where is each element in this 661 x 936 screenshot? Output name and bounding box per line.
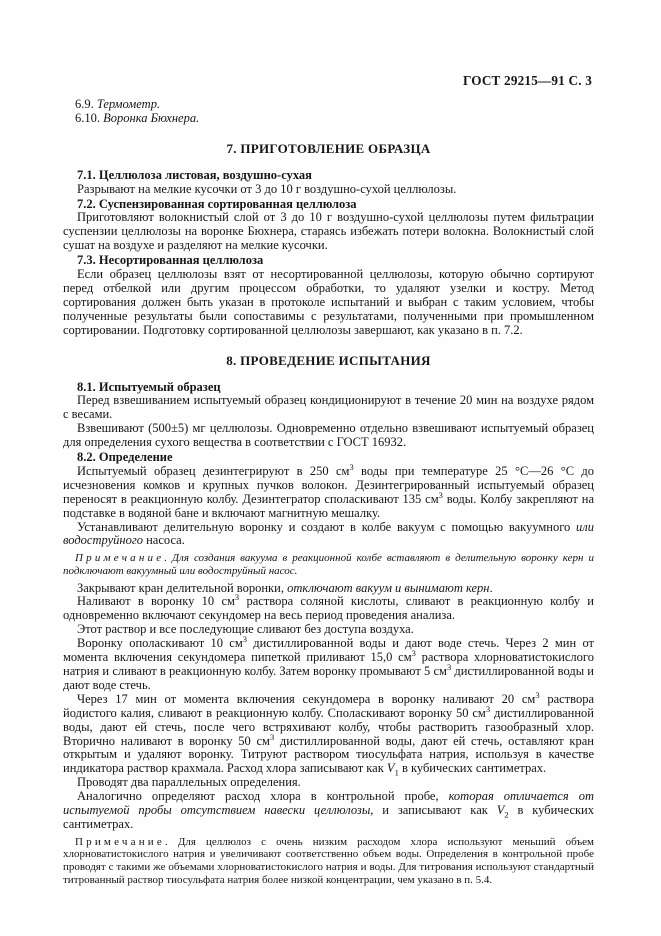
equipment-list-item	[63, 98, 594, 112]
paragraph	[63, 211, 594, 253]
document-content	[63, 73, 594, 890]
paragraph	[63, 268, 594, 338]
text-run: .	[489, 580, 493, 595]
text-run: раствора хлорноватистокислого натрия и сливают в реакционную колбу. Затем воронку промывают 5 см	[63, 650, 594, 678]
text-run: Если образец целлюлозы взят от несортированной целлюлозы, которую обычно сортируют перед отбелкой или другим процессом обработки, то удаляют узелки и костру. Метод сортирования должен быть указан в протоколе испытаний и выбран с таким условием, чтобы полученные результаты были сопоставимы с результатами, полученными при промышленном сортировании. Подготовку сортированной целлюлозы завершают, как указано в п. 7.2.	[63, 267, 594, 337]
text-run: насоса.	[142, 533, 185, 548]
subsection-heading	[63, 169, 594, 183]
paragraph	[63, 394, 594, 422]
text-run: 7.2. Суспензированная сортированная целлюлоза	[77, 196, 357, 211]
text-run: дистиллированной воды и дают воде стечь. Через 2 мин от момента включения секундомера пипеткой приливают 15,0 см	[63, 636, 594, 665]
text-run: Аналогично определяют расход хлора в контрольной пробе,	[77, 789, 449, 804]
text-run: . Для целлюлоз с очень низким расходом хлора используют меньший объем хлорноватистокислого натрия и увеличивают соответственно объем воды. Определения в контрольной пробе проводят с такими же объемами хлорноватистокислого натрия и воды. Для титрования используют стандартный титрованный раствор тиосульфата натрия более низкой концентрации, чем указано в п. 5.4.	[63, 835, 594, 886]
paragraph	[63, 790, 594, 832]
paragraph	[63, 776, 594, 790]
text-run: Закрывают кран делительной воронки,	[77, 580, 288, 595]
subsection-heading	[63, 198, 594, 212]
text-run: Испытуемый образец дезинтегрируют в 250 см	[77, 463, 350, 478]
paragraph	[63, 521, 594, 549]
text-run: Через 17 мин от момента включения секундомера в воронку наливают 20 см	[77, 691, 536, 706]
text-run: Проводят два параллельных определения.	[77, 775, 301, 790]
text-run: 2	[504, 809, 509, 820]
text-run: 3	[269, 731, 275, 742]
text-run: 3	[242, 634, 247, 645]
subsection-heading	[63, 451, 594, 465]
paragraph	[63, 689, 594, 778]
text-run: Перед взвешиванием испытуемый образец кондиционируют в течение 20 мин на воздухе рядом с весами.	[63, 393, 594, 422]
text-run: 7. ПРИГОТОВЛЕНИЕ ОБРАЗЦА	[226, 140, 431, 156]
text-run: Воронку ополаскивают 10 см	[77, 636, 243, 651]
text-run: раствора йодистого калия, сливают в реакционную колбу. Споласкивают воронку 50 см	[63, 691, 594, 720]
text-run: Этот раствор и все последующие сливают без доступа воздуха.	[77, 622, 414, 637]
subsection-heading	[63, 381, 594, 395]
text-run: 8.1. Испытуемый образец	[77, 379, 221, 394]
text-run: воды при температуре 25 °С—26 °С до исчезновения комков и крупных пучков волокон. Дезинтегрированный испытуемый образец переносят в реакционную колбу. Дезинтегратор споласкивают 135 см	[63, 463, 594, 506]
text-run: 3	[234, 592, 240, 603]
text-run: в кубических сантиметрах.	[63, 803, 594, 831]
text-run: Примечание	[75, 835, 165, 848]
text-run: Разрывают на мелкие кусочки от 3 до 10 г воздушно-сухой целлюлозы.	[77, 181, 457, 196]
text-run: дистиллированной воды, дают ей стечь, оставляют кран открытым и удаляют воронку. Титруют раствором тиосульфата натрия, используя в качестве индикатора раствор крахмала. Расход хлора записывают как	[63, 733, 594, 776]
paragraph	[63, 183, 594, 197]
text-run: , и записывают как	[370, 803, 497, 818]
text-run: Воронка Бюхнера.	[103, 110, 200, 125]
equipment-list-item	[63, 112, 594, 126]
text-run: 8. ПРОВЕДЕНИЕ ИСПЫТАНИЯ	[226, 352, 431, 368]
text-run: или водоструйного	[63, 519, 594, 548]
text-run: Взвешивают (500±5) мг целлюлозы. Одновременно отдельно взвешивают испытуемый образец для определения сухого вещества в соответствии с ГОСТ 16932.	[63, 421, 594, 450]
text-run: 3	[411, 647, 416, 658]
text-run: V	[496, 803, 505, 818]
text-run: V	[386, 761, 395, 776]
paragraph	[63, 422, 594, 450]
page-header: ГОСТ 29215—91 С. 3	[462, 73, 592, 88]
text-run: в кубических сантиметрах.	[398, 761, 547, 776]
note-paragraph	[63, 836, 594, 886]
text-run: Устанавливают делительную воронку и создают в колбе вакуум с помощью вакуумного	[77, 519, 577, 534]
text-run: которая отличается от испытуемой пробы отсутствием навески целлюлозы	[63, 789, 594, 818]
paragraph	[63, 634, 594, 693]
text-run: дистиллированной воды и дают воде стечь.	[63, 664, 594, 692]
text-run: воды. Колбу закрепляют на подставке в водяной бане и включают магнитную мешалку.	[63, 491, 594, 520]
text-run: Приготовляют волокнистый слой от 3 до 10 г воздушно-сухой целлюлозы путем фильтрации суспензии целлюлозы на воронке Бюхнера, стараясь избежать потери волокна. Волокнистый слой сушат на воздухе и разделяют на мелкие кусочки.	[63, 210, 594, 253]
text-run: 3	[438, 489, 443, 500]
subsection-heading	[63, 254, 594, 268]
section-heading	[63, 142, 594, 156]
text-run: 3	[535, 689, 540, 700]
text-run: 3	[446, 661, 452, 672]
text-run: раствора соляной кислоты, сливают в реакционную колбу и одновременно включают секундомер на весь период проведения анализа.	[63, 594, 594, 623]
text-run: Наливают в воронку 10 см	[77, 594, 235, 609]
text-run: 7.1. Целлюлоза листовая, воздушно-сухая	[77, 167, 312, 182]
document-body	[63, 98, 594, 886]
text-run: 3	[485, 703, 491, 714]
section-heading	[63, 354, 594, 368]
paragraph	[63, 592, 594, 623]
text-run: дистиллированной воды, дают ей стечь, после чего встряхивают колбу, чтобы растворить газообразный хлор. Вторично наливают в воронку 50 см	[63, 705, 594, 748]
text-run: 3	[349, 461, 354, 472]
text-run: 7.3. Несортированная целлюлоза	[77, 253, 264, 268]
note-paragraph	[63, 552, 594, 577]
text-run: Термометр.	[96, 97, 161, 111]
paragraph	[63, 461, 594, 521]
text-run: 6.9.	[75, 97, 97, 111]
text-run: отключают вакуум и вынимают керн	[287, 580, 490, 595]
text-run: Примечание	[75, 552, 165, 565]
text-run: 6.10.	[75, 110, 104, 125]
text-run: . Для создания вакуума в реакционной колбе вставляют в делительную воронку керн и подключают вакуумный или водоструйный насос.	[63, 552, 594, 577]
text-run: 1	[394, 767, 399, 778]
text-run: 8.2. Определение	[77, 450, 173, 465]
